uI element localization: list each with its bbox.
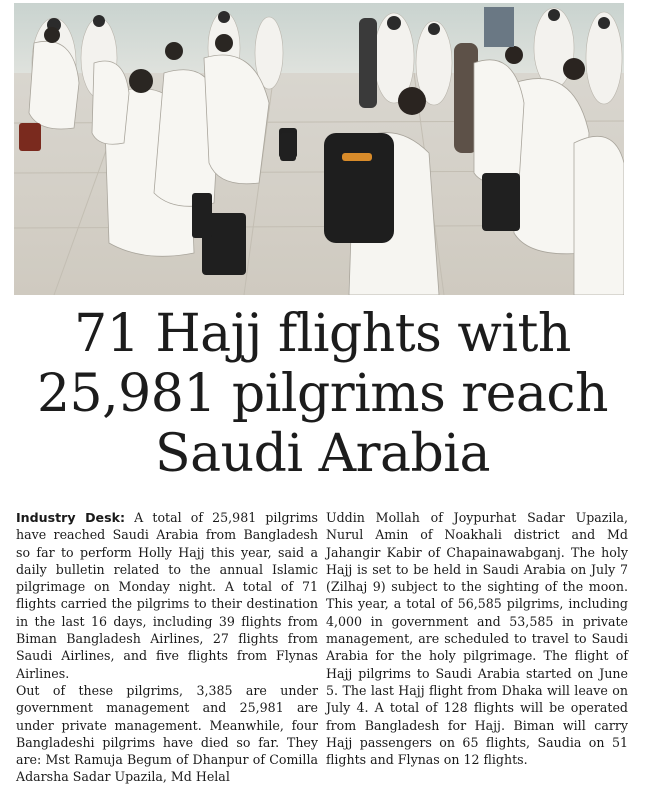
pilgrims-airport-illustration bbox=[14, 3, 624, 295]
article-paragraph-3: Uddin Mollah of Joypurhat Sadar Upazila, Nurul Amin of Noakhali district and Md Jahangir Kabir of Chapainawabganj. The holy Hajj is set to be held in Saudi Arabia on July 7 (Zilhaj 9) subject to the sighting of the moon. This year, a total of 56,585 pilgrims, including 4,000 in government and 53,585 in private management, are scheduled to travel to Saudi Arabia for the holy pilgrimage. The flight of Hajj pilgrims to Saudi Arabia started on June 5. The last Hajj flight from Dhaka will leave on July 4. A total of 128 flights will be operated from Bangladesh for Hajj. Biman will carry Hajj passengers on 65 flights, Saudia on 51 flights and Flynas on 12 flights. bbox=[326, 510, 628, 768]
article-paragraph-1 bbox=[16, 509, 318, 682]
paragraph-1-text: A total of 25,981 pilgrims have reached Saudi Arabia from Bangladesh so far to perform Holly Hajj this year, said a daily bulletin related to the annual Islamic pilgrimage on Monday night. A total of 71 flights carried the pilgrims to their destination in the last 16 days, including 39 flights from Biman Bangladesh Airlines, 27 flights from Saudi Airlines, and five flights from Flynas Airlines. bbox=[16, 510, 318, 681]
news-photo bbox=[14, 3, 624, 295]
headline-line-3: Saudi Arabia bbox=[155, 424, 490, 484]
article-body bbox=[16, 509, 628, 799]
article-column-2 bbox=[326, 509, 628, 799]
headline-line-2: 25,981 pilgrims reach bbox=[36, 364, 609, 424]
headline-line-1: 71 Hajj flights with bbox=[74, 304, 571, 364]
dateline: Industry Desk: bbox=[16, 510, 125, 525]
headline bbox=[0, 304, 645, 484]
article-paragraph-2: Out of these pilgrims, 3,385 are under government management and 25,981 are under private management. Meanwhile, four Bangladeshi pilgrims have died so far. They are: Mst Ramuja Begum of Dhanpur of Comilla Adarsha Sadar Upazila, Md Helal bbox=[16, 682, 318, 785]
article-column-1 bbox=[16, 509, 318, 799]
